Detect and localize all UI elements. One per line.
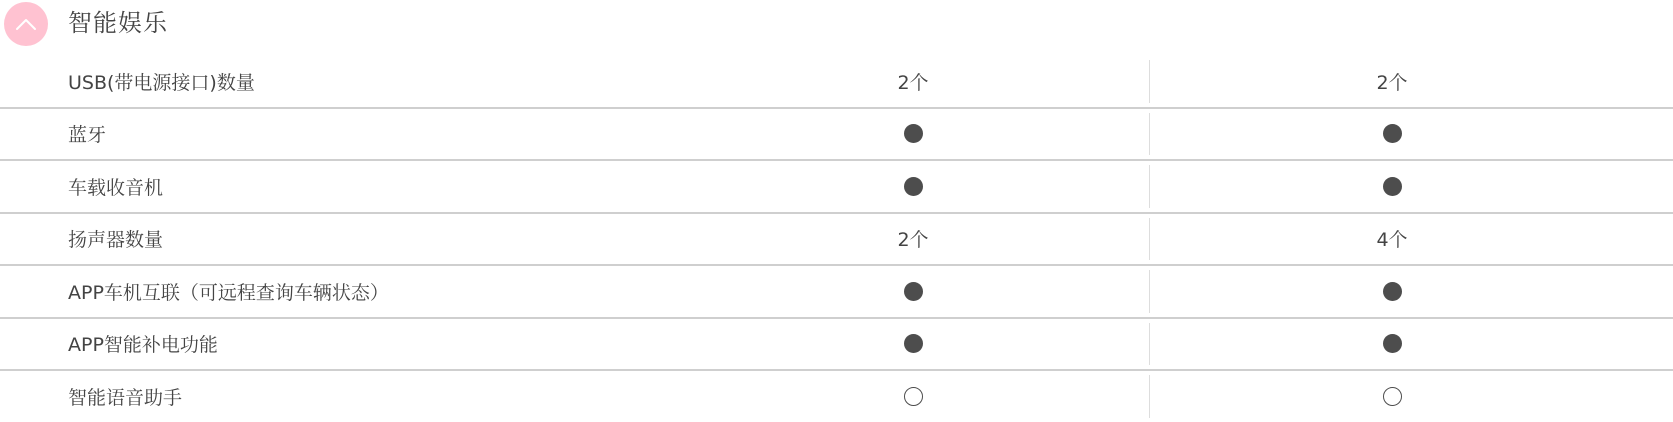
- standard-dot-icon: [904, 124, 923, 143]
- value-cell-1: [693, 109, 1133, 160]
- table-row: [0, 56, 1673, 109]
- table-row: [0, 319, 1673, 372]
- table-row: [0, 161, 1673, 214]
- section-header: [0, 0, 1673, 48]
- value-cell-1: [693, 319, 1133, 370]
- row-label: APP智能补电功能: [68, 334, 218, 357]
- value-text: 2个: [897, 229, 929, 252]
- value-cell-2: [1150, 266, 1634, 317]
- value-cell-1: [693, 266, 1133, 317]
- value-cell-2: [1150, 319, 1634, 370]
- column-divider: [1149, 113, 1150, 156]
- column-divider: [1149, 323, 1150, 366]
- standard-dot-icon: [904, 177, 923, 196]
- row-label: APP车机互联（可远程查询车辆状态）: [68, 281, 389, 304]
- standard-dot-icon: [904, 334, 923, 353]
- table-row: [0, 214, 1673, 267]
- optional-circle-icon: [904, 387, 923, 406]
- standard-dot-icon: [1383, 334, 1402, 353]
- value-cell-2: [1150, 56, 1634, 107]
- value-cell-2: [1150, 109, 1634, 160]
- column-divider: [1149, 165, 1150, 208]
- value-cell-2: [1150, 214, 1634, 265]
- standard-dot-icon: [1383, 282, 1402, 301]
- row-label: USB(带电源接口)数量: [68, 71, 255, 94]
- row-label: 车载收音机: [68, 176, 164, 199]
- value-text: 2个: [1376, 71, 1408, 94]
- row-label: 蓝牙: [68, 124, 107, 147]
- value-cell-1: [693, 161, 1133, 212]
- value-text: 2个: [897, 71, 929, 94]
- value-cell-2: [1150, 371, 1634, 422]
- row-label: 智能语音助手: [68, 386, 183, 409]
- chevron-up-icon: [15, 17, 37, 31]
- column-divider: [1149, 218, 1150, 261]
- table-row: [0, 266, 1673, 319]
- spec-table: [0, 56, 1673, 422]
- row-label: 扬声器数量: [68, 229, 164, 252]
- column-divider: [1149, 375, 1150, 418]
- optional-circle-icon: [1383, 387, 1402, 406]
- standard-dot-icon: [904, 282, 923, 301]
- standard-dot-icon: [1383, 177, 1402, 196]
- table-row: [0, 371, 1673, 422]
- column-divider: [1149, 60, 1150, 103]
- standard-dot-icon: [1383, 124, 1402, 143]
- value-text: 4个: [1376, 229, 1408, 252]
- collapse-button[interactable]: [4, 2, 48, 46]
- value-cell-1: [693, 56, 1133, 107]
- table-row: [0, 109, 1673, 162]
- value-cell-2: [1150, 161, 1634, 212]
- section-title: 智能娱乐: [68, 9, 168, 37]
- column-divider: [1149, 270, 1150, 313]
- value-cell-1: [693, 214, 1133, 265]
- value-cell-1: [693, 371, 1133, 422]
